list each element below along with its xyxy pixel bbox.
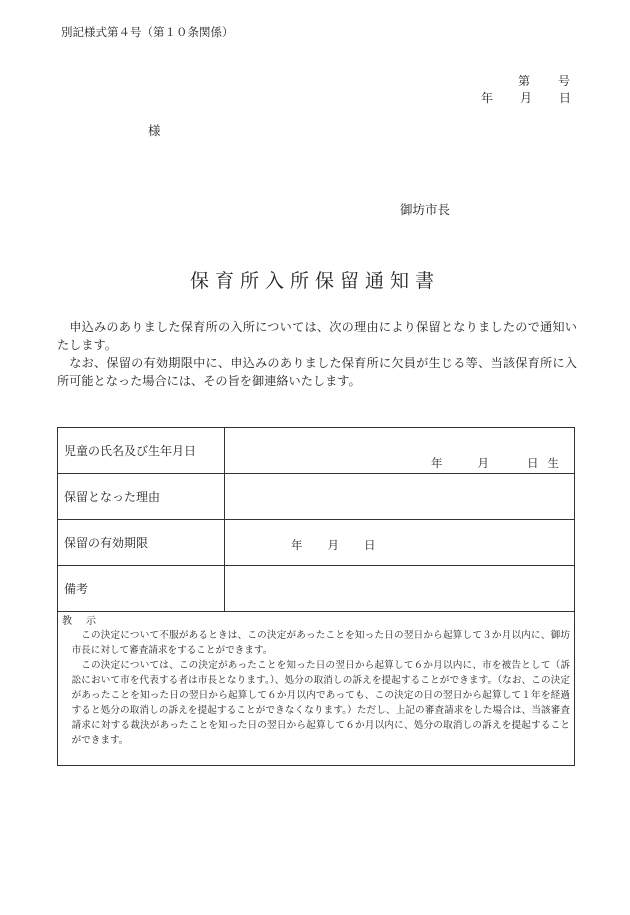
table-row (58, 428, 575, 474)
birth-month: 月 (477, 456, 489, 470)
table-row (58, 520, 575, 566)
document-title: 保育所入所保留通知書 (189, 270, 440, 292)
date-month: 月 (520, 91, 533, 105)
reason-field (225, 474, 575, 520)
body-text (57, 318, 577, 390)
table-row (58, 566, 575, 612)
remarks-label: 備考 (58, 566, 225, 612)
table-row (58, 612, 575, 766)
birth-born: 生 (547, 456, 559, 470)
notice-heading: 教 示 (62, 616, 96, 627)
validity-label: 保留の有効期限 (58, 520, 225, 566)
body-paragraph: 申込みのありました保育所の入所については、次の理由により保留となりましたので通知いたします。 (57, 320, 577, 352)
birth-date (431, 455, 559, 471)
period-month: 月 (327, 538, 339, 552)
addressee-suffix: 様 (148, 123, 161, 138)
notice-section (58, 612, 575, 766)
reason-label: 保留となった理由 (58, 474, 225, 520)
info-table (57, 427, 575, 766)
notice-paragraph: この決定については、この決定があったことを知った日の翌日から起算して６か月以内に、市を被告として（訴訟において市を代表する者は市長となります。）、処分の取消しの訴えを提起することができます。（なお、この決定があったことを知った日の翌日から起算して６か月以内であっても、この決定の日の翌日から起算して１年を経過すると処分の取消しの訴えを提起することができなくなります。）ただし、上記の審査請求をした場合は、当該審査請求に対する裁決があったことを知った日の翌日から起算して６か月以内に、処分の取消しの訴えを提起することができます。 (71, 660, 570, 746)
remarks-field (225, 566, 575, 612)
period-day: 日 (364, 538, 376, 552)
notice-body (62, 628, 570, 748)
validity-date (291, 537, 376, 553)
birth-day: 日 (527, 456, 539, 470)
document-number-suffix: 号 (558, 74, 571, 88)
validity-field (225, 520, 575, 566)
issue-date (481, 89, 571, 106)
child-name-field (225, 428, 575, 474)
body-paragraph: なお、保留の有効期限中に、申込みのありました保育所に欠員が生じる等、当該保育所に入所可能となった場合には、その旨を御連絡いたします。 (57, 356, 577, 388)
document-number-prefix: 第 (518, 74, 531, 88)
form-number: 別記様式第４号（第１０条関係） (61, 25, 234, 39)
date-year: 年 (481, 91, 494, 105)
table-row (58, 474, 575, 520)
notice-paragraph: この決定について不服があるときは、この決定があったことを知った日の翌日から起算して３か月以内に、御坊市長に対して審査請求をすることができます。 (71, 630, 570, 656)
period-year: 年 (291, 538, 303, 552)
date-day: 日 (559, 91, 572, 105)
birth-year: 年 (431, 456, 443, 470)
issuer-name: 御坊市長 (400, 202, 451, 217)
child-name-label: 児童の氏名及び生年月日 (58, 428, 225, 474)
document-number (518, 72, 570, 89)
